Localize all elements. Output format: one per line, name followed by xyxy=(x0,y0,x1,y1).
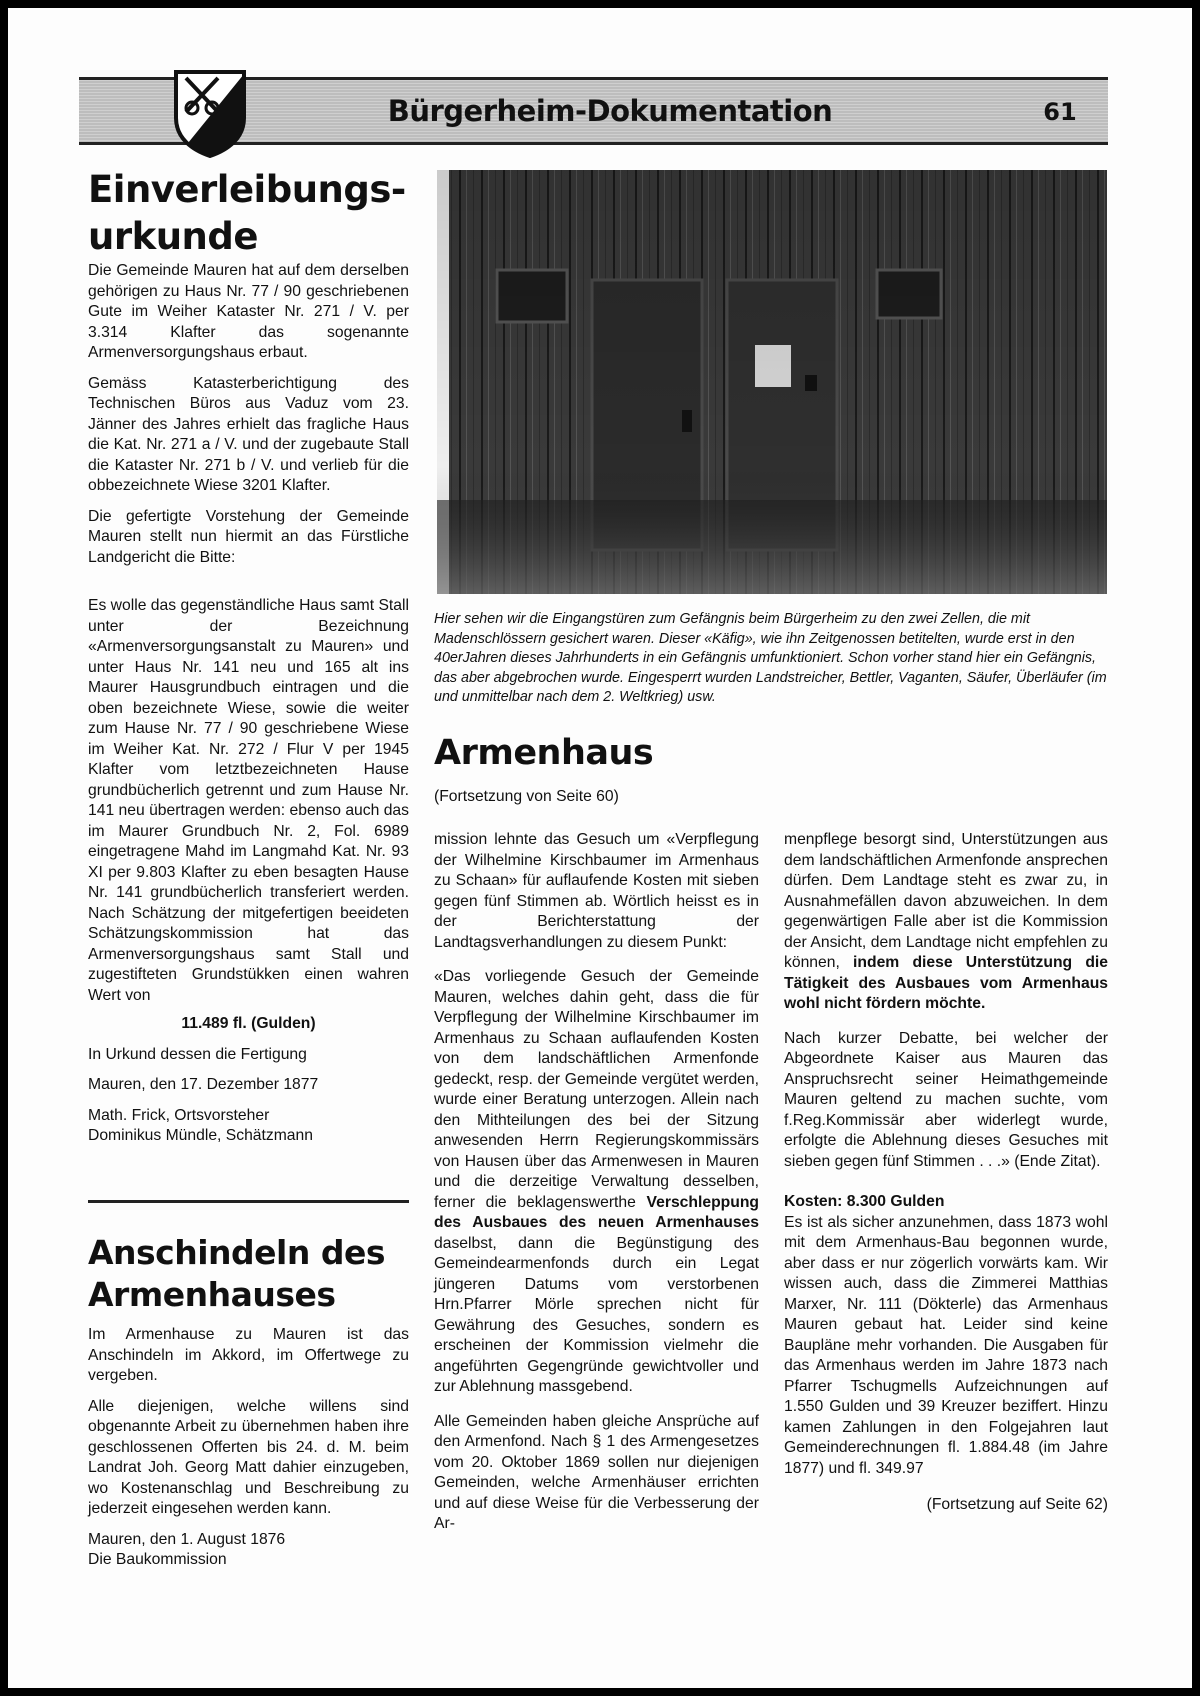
section-title-line-1: Anschindeln des xyxy=(88,1233,385,1272)
section-title xyxy=(88,166,418,260)
armenhaus-column-2 xyxy=(784,830,1108,1516)
valuation-sum: 11.489 fl. (Gulden) xyxy=(181,1015,316,1032)
quote-text: menpflege besorgt sind, Unterstützungen aus dem landschäftlichen Armenfonde ansprechen dürfen. Dem Landtage steht es zwar zu, in Ausnahmefällen davon abzuweichen. In dem gegenwärtigen Falle aber ist die Kommission der Ansicht, dem Landtage nicht empfehlen zu können, xyxy=(784,831,1108,971)
section-divider xyxy=(88,1200,409,1203)
quote-emphasis: Verschleppung des Ausbaues des neuen Armenhauses xyxy=(434,1193,759,1231)
quote-text: daselbst, dann die Begünstigung des Gemeindearmenfonds durch ein Legat jüngeren Datums vom verstorbenen Hrn.Pfarrer Mörle sprechen nicht für Gewährung des Gesuches, sondern es erscheinen der Kommission vielmehr die angeführten Gegengründe gewichtvoller und zur Ablehnung massgebend. xyxy=(434,1234,759,1395)
section-einverleibungsurkunde xyxy=(88,166,418,260)
signature-line: Math. Frick, Ortsvorsteher xyxy=(88,1106,270,1124)
paragraph: Alle Gemeinden haben gleiche Ansprüche auf den Armenfond. Nach § 1 des Armengesetzes vom 20. Oktober 1869 sollen nur diejenigen Gemeinden, welche Armenhäuser errichten und auf diese Weise für die Verbesserung der Ar- xyxy=(434,1412,759,1532)
date-line: Mauren, den 1. August 1876 xyxy=(88,1530,286,1548)
signature-line: Dominikus Mündle, Schätzmann xyxy=(88,1127,313,1144)
paragraph: Es ist als sicher anzunehmen, dass 1873 wohl mit dem Armenhaus-Bau begonnen wurde, aber dass er nur zögerlich vorwärts kam. Wir wissen auch, dass die Zimmerei Matthias Marxer, Nr. 111 (Dökterle) das Armenhaus Mauren gebaut hat. Leider sind keine Baupläne mehr vorhanden. Die Ausgaben für das Armenhaus werden im Jahre 1873 nach Pfarrer Tschugmells Aufzeichnungen auf 1.550 Gulden und 39 Kreuzer beziffert. Hinzu kamen Zahlungen in den Folgejahren laut Gemeinderechnungen fl. 1.884.48 (im Jahre 1877) und fl. 349.97 xyxy=(784,1213,1108,1477)
header-title: Bürgerheim-Dokumentation xyxy=(387,94,833,128)
subheading: Kosten: 8.300 Gulden xyxy=(784,1193,945,1210)
paragraph: Im Armenhause zu Mauren ist das Anschindeln im Akkord, im Offertwege zu vergeben. xyxy=(88,1326,409,1384)
section-title-line-2: Armenhauses xyxy=(88,1275,336,1314)
paragraph: Die gefertigte Vorstehung der Gemeinde Mauren stellt nun hiermit an das Fürstliche Landgericht die Bitte: xyxy=(88,507,409,566)
signatures xyxy=(88,1106,409,1147)
quote-text: «Das vorliegende Gesuch der Gemeinde Mauren, welches dahin geht, dass die für Verpflegung der Wilhelmine Kirschbaumer im Armenhaus zu Schaan auflaufenden Kosten von dem landschäftlichen Armenfonde gedeckt, resp. der Gemeinde vergütet werden, wurde einer Beratung unterzogen. Allein nach den Mithteilungen des bei der Sitzung anwesenden Herrn Regierungskommissärs von Hausen über das Armenwesen in Mauren und die derzeitige Verwaltung desselben, ferner die beklagenswerthe xyxy=(434,968,759,1211)
quote-emphasis: indem diese Unterstützung die Tätigkeit des Ausbaues vom Armenhaus wohl nicht fördern möchte. xyxy=(784,954,1108,1012)
closing-line: Mauren, den 17. Dezember 1877 xyxy=(88,1076,319,1093)
section-title-line-2: urkunde xyxy=(88,215,258,258)
paragraph: Alle diejenigen, welche willens sind obgenannte Arbeit zu übernehmen haben ihre geschlossenen Offerten bis 24. d. M. beim Landrat Joh. Georg Matt dahier einzugeben, wo Kostenanschlag und Beschreibung zu jederzeit eingesehen werden kann. xyxy=(88,1397,409,1517)
signer: Die Baukommission xyxy=(88,1551,227,1568)
armenhaus-column-1 xyxy=(434,830,759,1535)
coat-of-arms-icon xyxy=(172,68,248,158)
paragraph: Es wolle das gegenständliche Haus samt Stall unter der Bezeichnung «Armenversorgungsanstalt zu Mauren» und unter Haus Nr. 141 neu und 165 alt ins Maurer Hausgrundbuch eintragen und die oben bezeichnete Wiese, sowie die weiter zum Hause Nr. 77 / 90 geschriebene Wiese im Weiher Kat. Nr. 272 / Flur V per 1945 Klafter vom letztbezeichneten Hause grundbücherlich getrennt und zum Hause Nr. 141 neu übertragen werden: ebenso auch das im Maurer Grundbuch Nr. 2, Fol. 6989 eingetragene Mahd im Langmahd Kat. Nr. 93 XI per 9.803 Klafter zu eben besagten Hause Nr. 141 grundbücherlich transferiert werden. Nach Schätzung der mitgefertigen beeideten Schätzungskommission hat das Armenversorgungshaus samt Stall und zugestifteten Grundstükken einen wahren Wert von xyxy=(88,597,409,1004)
armenhaus-subtitle: (Fortsetzung von Seite 60) xyxy=(434,788,619,805)
section-title xyxy=(88,1232,418,1316)
section1-body xyxy=(88,261,409,1147)
paragraph: Nach kurzer Debatte, bei welcher der Abgeordnete Kaiser aus Mauren das Anspruchsrecht seiner Heimathgemeinde Mauren geltend zu machen suchte, vom f.Reg.Kommissär aber widerlegt wurde, erfolgte die Ablehnung dieses Gesuches mit sieben gegen fünf Stimmen . . .» (Ende Zitat). xyxy=(784,1029,1108,1170)
continuation-note: (Fortsetzung auf Seite 62) xyxy=(926,1496,1108,1513)
paragraph: Gemäss Katasterberichtigung des Technischen Büros aus Vaduz vom 23. Jänner des Jahres erhielt das fragliche Haus die Kat. Nr. 271 a / V. und der zugebaute Stall die Kataster Nr. 271 b / V. und verlieb für die obbezeichnete Wiese 3201 Klafter. xyxy=(88,374,409,494)
closing-line: In Urkund dessen die Fertigung xyxy=(88,1045,307,1063)
paragraph: Die Gemeinde Mauren hat auf dem derselben gehörigen zu Haus Nr. 77 / 90 geschriebenen Gute im Weiher Kataster Nr. 271 / V. per 3.314 Klafter das sogenannte Armenversorgungshaus erbaut. xyxy=(88,262,409,361)
paragraph xyxy=(784,830,1108,1015)
section2-body xyxy=(88,1325,409,1571)
paragraph xyxy=(434,967,759,1398)
paragraph: mission lehnte das Gesuch um «Verpflegung der Wilhelmine Kirschbaumer im Armenhaus zu Schaan» für auflaufende Kosten mit sieben gegen fünf Stimmen ab. Wörtlich heisst es in der Berichterstattung der Landtagsverhandlungen zu diesem Punkt: xyxy=(434,831,759,951)
armenhaus-title: Armenhaus xyxy=(434,733,654,773)
photo-prison-doors xyxy=(437,170,1107,594)
page-number: 61 xyxy=(1043,98,1077,126)
closing xyxy=(88,1530,409,1571)
photo-caption: Hier sehen wir die Eingangstüren zum Gefängnis beim Bürgerheim zu den zwei Zellen, die mit Madenschlössern gesichert waren. Dieser «Käfig», wie ihn Zeitgenossen betitelten, wurde erst in den 40erJahren dieses Jahrhunderts in ein Gefängnis umfunktioniert. Schon vorher stand hier ein Gefängnis, das aber abgebrochen wurde. Eingesperrt wurden Landstreicher, Bettler, Vaganten, Säufer, Überläufer (im und unmittelbar nach dem 2. Weltkrieg) usw. xyxy=(434,611,1107,705)
section-title-line-1: Einverleibungs- xyxy=(88,168,406,211)
section-anschindeln xyxy=(88,1232,418,1316)
